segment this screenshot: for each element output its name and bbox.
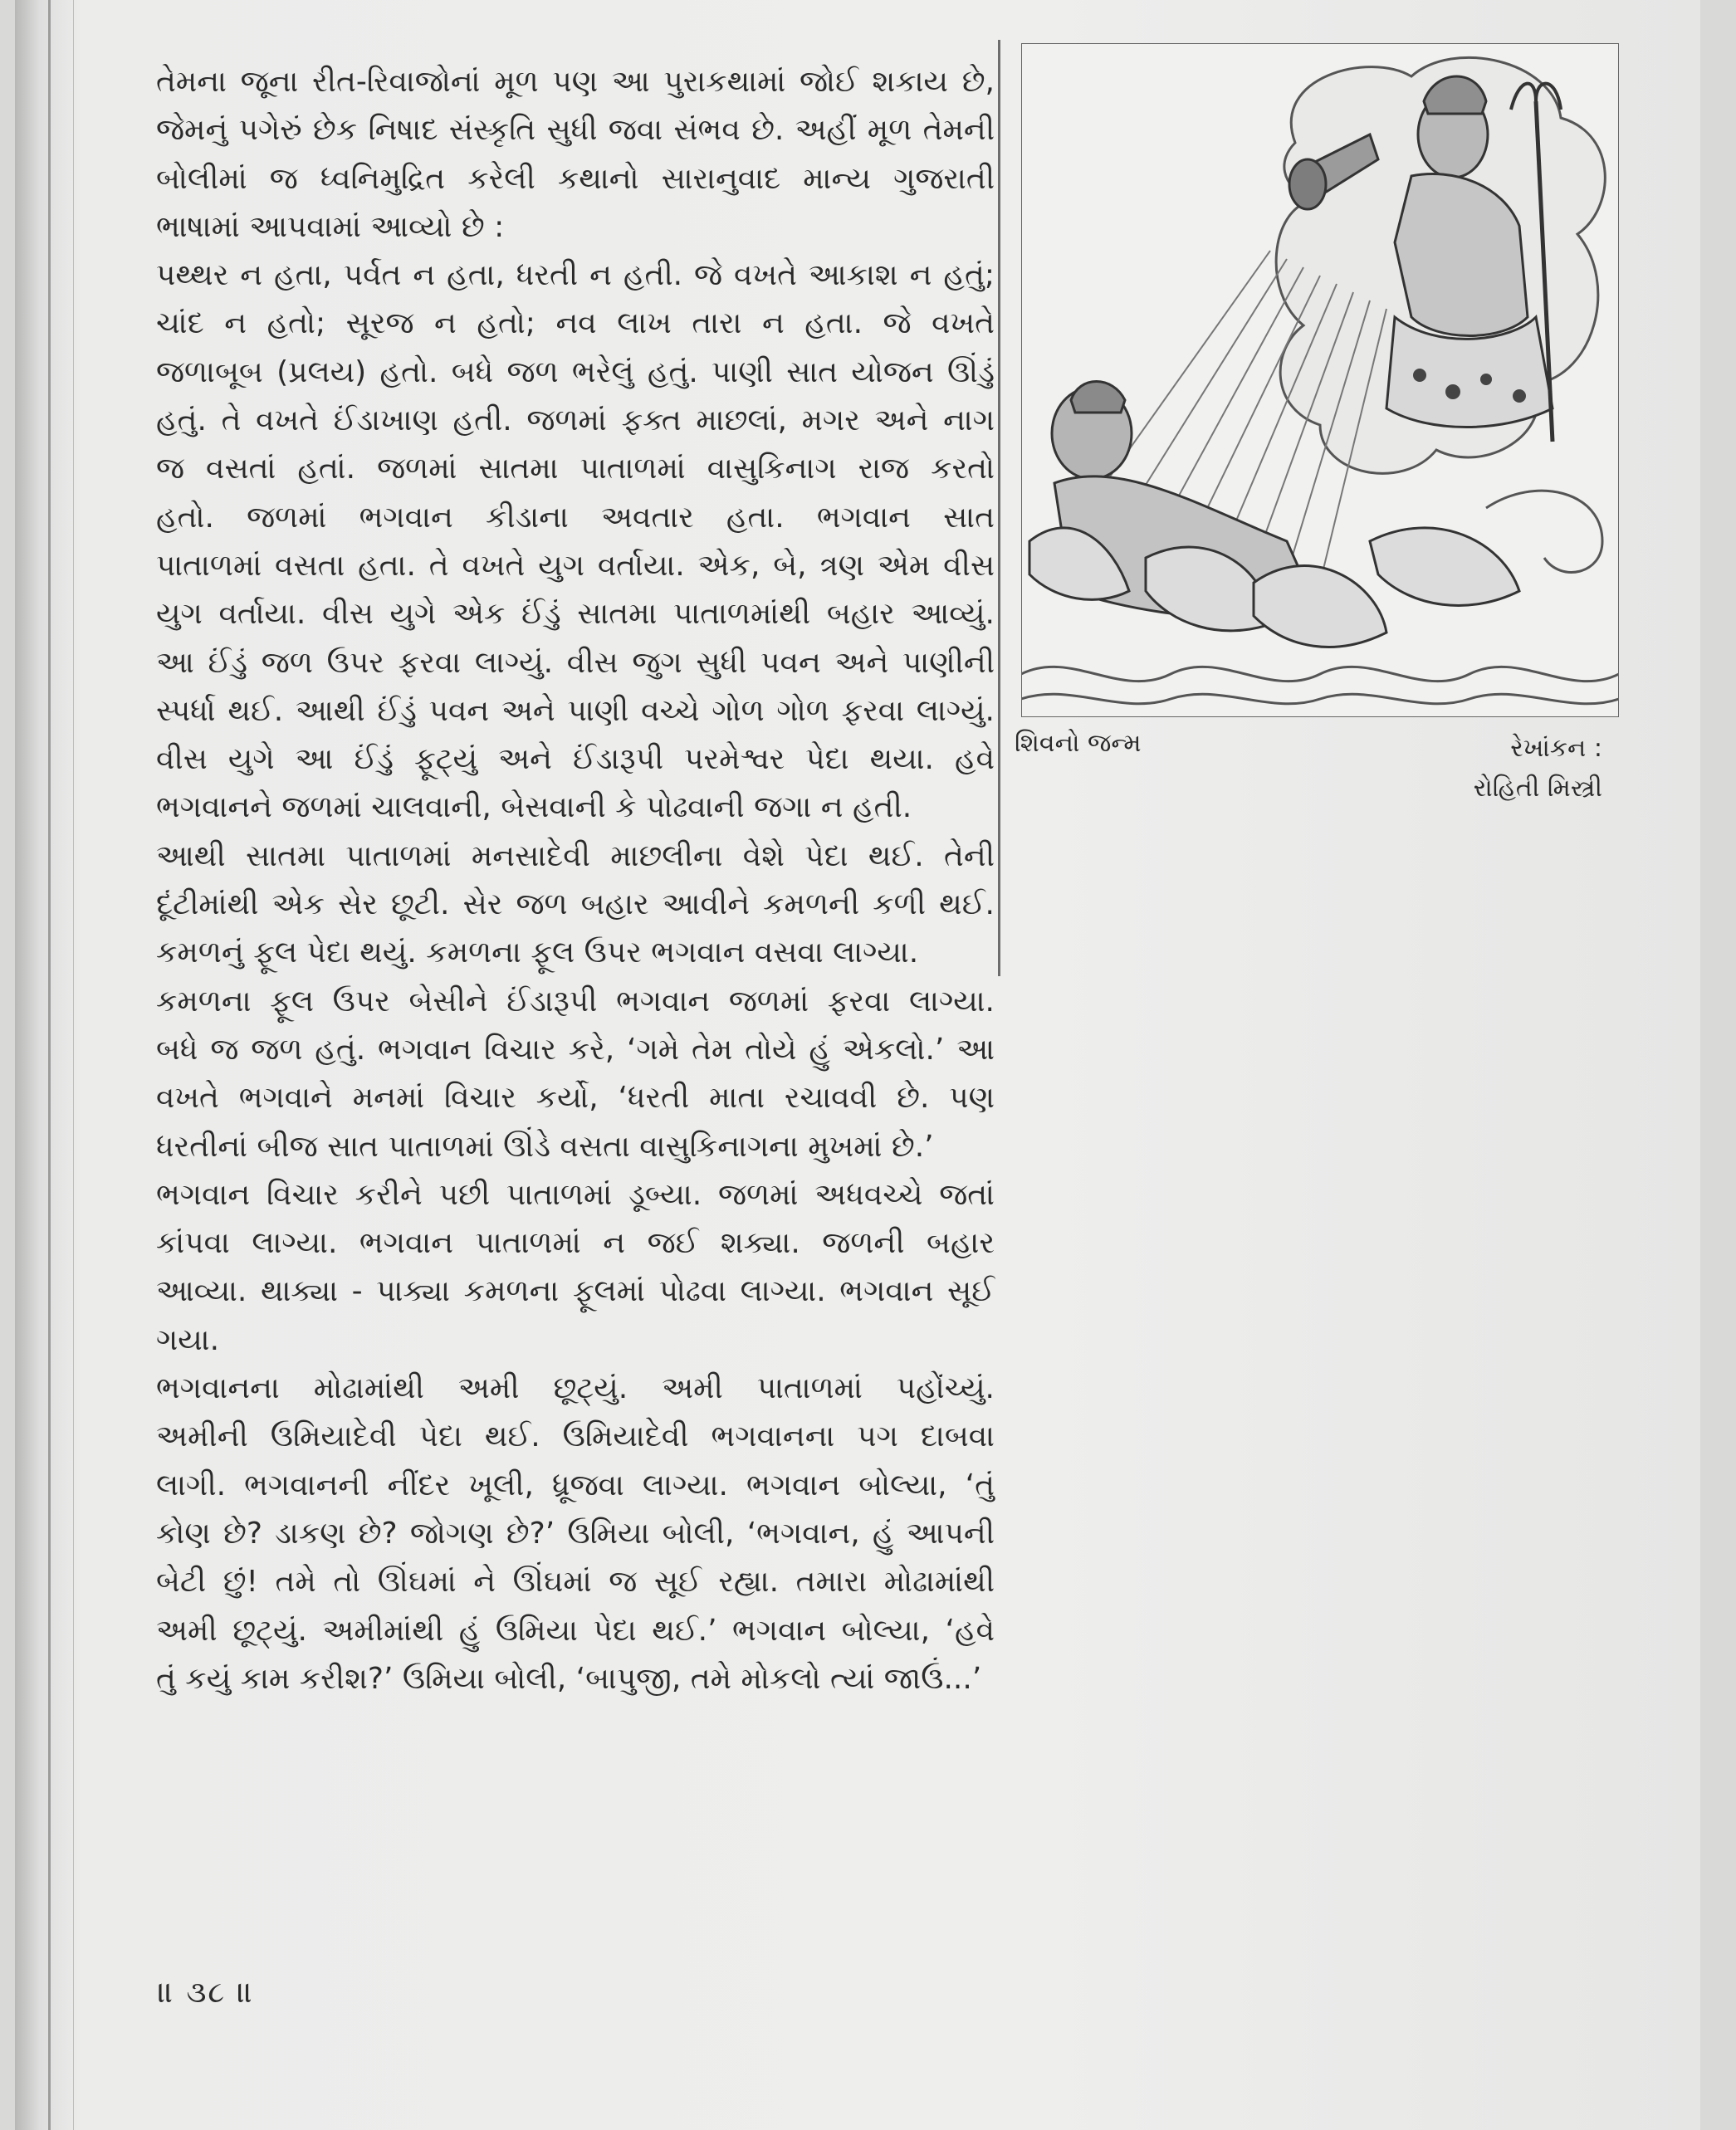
illustration-drawing	[1021, 43, 1619, 717]
text-line: ભગવાનના મોઢામાંથી અમી છૂટ્યું. અમી પાતાળમાં પહોંચ્યું.	[156, 1371, 995, 1406]
text-line: અમી છૂટ્યું. અમીમાંથી હું ઉમિયા પેદા થઈ.’ ભગવાન બોલ્યા, ‘હવે	[156, 1613, 995, 1648]
text-line: તું કયું કામ કરીશ?’ ઉમિયા બોલી, ‘બાપુજી, તમે મોકલો ત્યાં જાઉં...’	[156, 1661, 982, 1696]
text-line: ગયા.	[156, 1322, 220, 1357]
text-line: બેટી છું! તમે તો ઊંઘમાં ને ઊંઘમાં જ સૂઈ રહ્યા. તમારા મોઢામાંથી	[156, 1565, 995, 1600]
body-text	[156, 58, 995, 1703]
text-line: તેમના જૂના રીત-રિવાજોનાં મૂળ પણ આ પુરાકથામાં જોઈ શકાય છે,	[156, 65, 995, 99]
text-line: જળાબૂબ (પ્રલય) હતો. બધે જળ ભરેલું હતું. પાણી સાત યોજન ઊંડું	[156, 354, 995, 389]
gutter-line	[73, 0, 74, 2130]
text-line: અમીની ઉમિયાદેવી પેદા થઈ. ઉમિયાદેવી ભગવાનના પગ દાબવા	[156, 1419, 995, 1454]
text-line: આ ઈંડું જળ ઉપર ફરવા લાગ્યું. વીસ જુગ સુધી પવન અને પાણીની	[156, 645, 995, 680]
text-line: જેમનું પગેરું છેક નિષાદ સંસ્કૃતિ સુધી જવા સંભવ છે. અહીં મૂળ તેમની	[156, 113, 995, 148]
text-line: કાંપવા લાગ્યા. ભગવાન પાતાળમાં ન જઈ શક્યા. જળની બહાર	[156, 1226, 995, 1261]
text-line: હતો. જળમાં ભગવાન કીડાના અવતાર હતા. ભગવાન સાત	[156, 500, 995, 535]
column-divider	[998, 40, 1000, 976]
text-line: લાગી. ભગવાનની નીંદર ખૂલી, ધ્રૂજવા લાગ્યા. ભગવાન બોલ્યા, ‘તું	[156, 1468, 995, 1502]
credit-label: રેખાંકન :	[1510, 734, 1602, 763]
text-line: પાતાળમાં વસતા હતા. તે વખતે યુગ વર્તાયા. એક, બે, ત્રણ એમ વીસ	[156, 548, 995, 583]
text-line: બધે જ જળ હતું. ભગવાન વિચાર કરે, ‘ગમે તેમ તોયે હું એકલો.’ આ	[156, 1032, 995, 1067]
text-line: બોલીમાં જ ધ્વનિમુદ્રિત કરેલી કથાનો સારાનુવાદ માન્ય ગુજરાતી	[156, 161, 995, 196]
text-line: કમળનું ફૂલ પેદા થયું. કમળના ફૂલ ઉપર ભગવાન વસવા લાગ્યા.	[156, 936, 919, 970]
text-line: પથ્થર ન હતા, પર્વત ન હતા, ધરતી ન હતી. જે વખતે આકાશ ન હતું;	[156, 258, 995, 293]
text-line: ભાષામાં આપવામાં આવ્યો છે :	[156, 209, 505, 244]
shiva-birth-illustration	[1021, 43, 1619, 717]
credit-name: રોહિતી મિસ્ત્રી	[1473, 774, 1602, 803]
text-line: કોણ છે? ડાકણ છે? જોગણ છે?’ ઉમિયા બોલી, ‘ભગવાન, હું આપની	[156, 1516, 995, 1551]
text-line: હતું. તે વખતે ઈંડાખાણ હતી. જળમાં ફક્ત માછલાં, મગર અને નાગ	[156, 403, 995, 438]
text-line: દૂંટીમાંથી એક સેર છૂટી. સેર જળ બહાર આવીને કમળની કળી થઈ.	[156, 887, 995, 922]
text-line: કમળના ફૂલ ઉપર બેસીને ઈંડારૂપી ભગવાન જળમાં ફરવા લાગ્યા.	[156, 984, 995, 1019]
text-line: ભગવાનને જળમાં ચાલવાની, બેસવાની કે પોઢવાની જગા ન હતી.	[156, 790, 912, 825]
page-number: ॥ ૩૮ ॥	[158, 1976, 255, 2010]
text-line: વીસ યુગે આ ઈંડું ફૂટ્યું અને ઈંડારૂપી પરમેશ્વર પેદા થયા. હવે	[156, 742, 995, 777]
figure-credit	[1362, 729, 1602, 809]
text-line: આવ્યા. થાક્યા - પાક્યા કમળના ફૂલમાં પોઢવા લાગ્યા. ભગવાન સૂઈ	[156, 1274, 995, 1309]
text-line: ભગવાન વિચાર કરીને પછી પાતાળમાં ડૂબ્યા. જળમાં અધવચ્ચે જતાં	[156, 1177, 995, 1212]
text-line: આથી સાતમા પાતાળમાં મનસાદેવી માછલીના વેશે પેદા થઈ. તેની	[156, 838, 995, 873]
text-line: જ વસતાં હતાં. જળમાં સાતમા પાતાળમાં વાસુકિનાગ રાજ કરતો	[156, 452, 995, 486]
text-line: ધરતીનાં બીજ સાત પાતાળમાં ઊંડે વસતા વાસુકિનાગના મુખમાં છે.’	[156, 1129, 934, 1164]
text-line: સ્પર્ધા થઈ. આથી ઈંડું પવન અને પાણી વચ્ચે ગોળ ગોળ ફરવા લાગ્યું.	[156, 693, 995, 728]
figure-caption: શિવનો જન્મ	[1015, 729, 1142, 758]
text-line: યુગ વર્તાયા. વીસ યુગે એક ઈંડું સાતમા પાતાળમાંથી બહાર આવ્યું.	[156, 597, 995, 632]
text-line: વખતે ભગવાને મનમાં વિચાર કર્યો, ‘ધરતી માતા રચાવવી છે. પણ	[156, 1081, 995, 1116]
gutter-shadow	[48, 0, 51, 2130]
text-line: ચાંદ ન હતો; સૂરજ ન હતો; નવ લાખ તારા ન હતા. જે વખતે	[156, 306, 995, 341]
